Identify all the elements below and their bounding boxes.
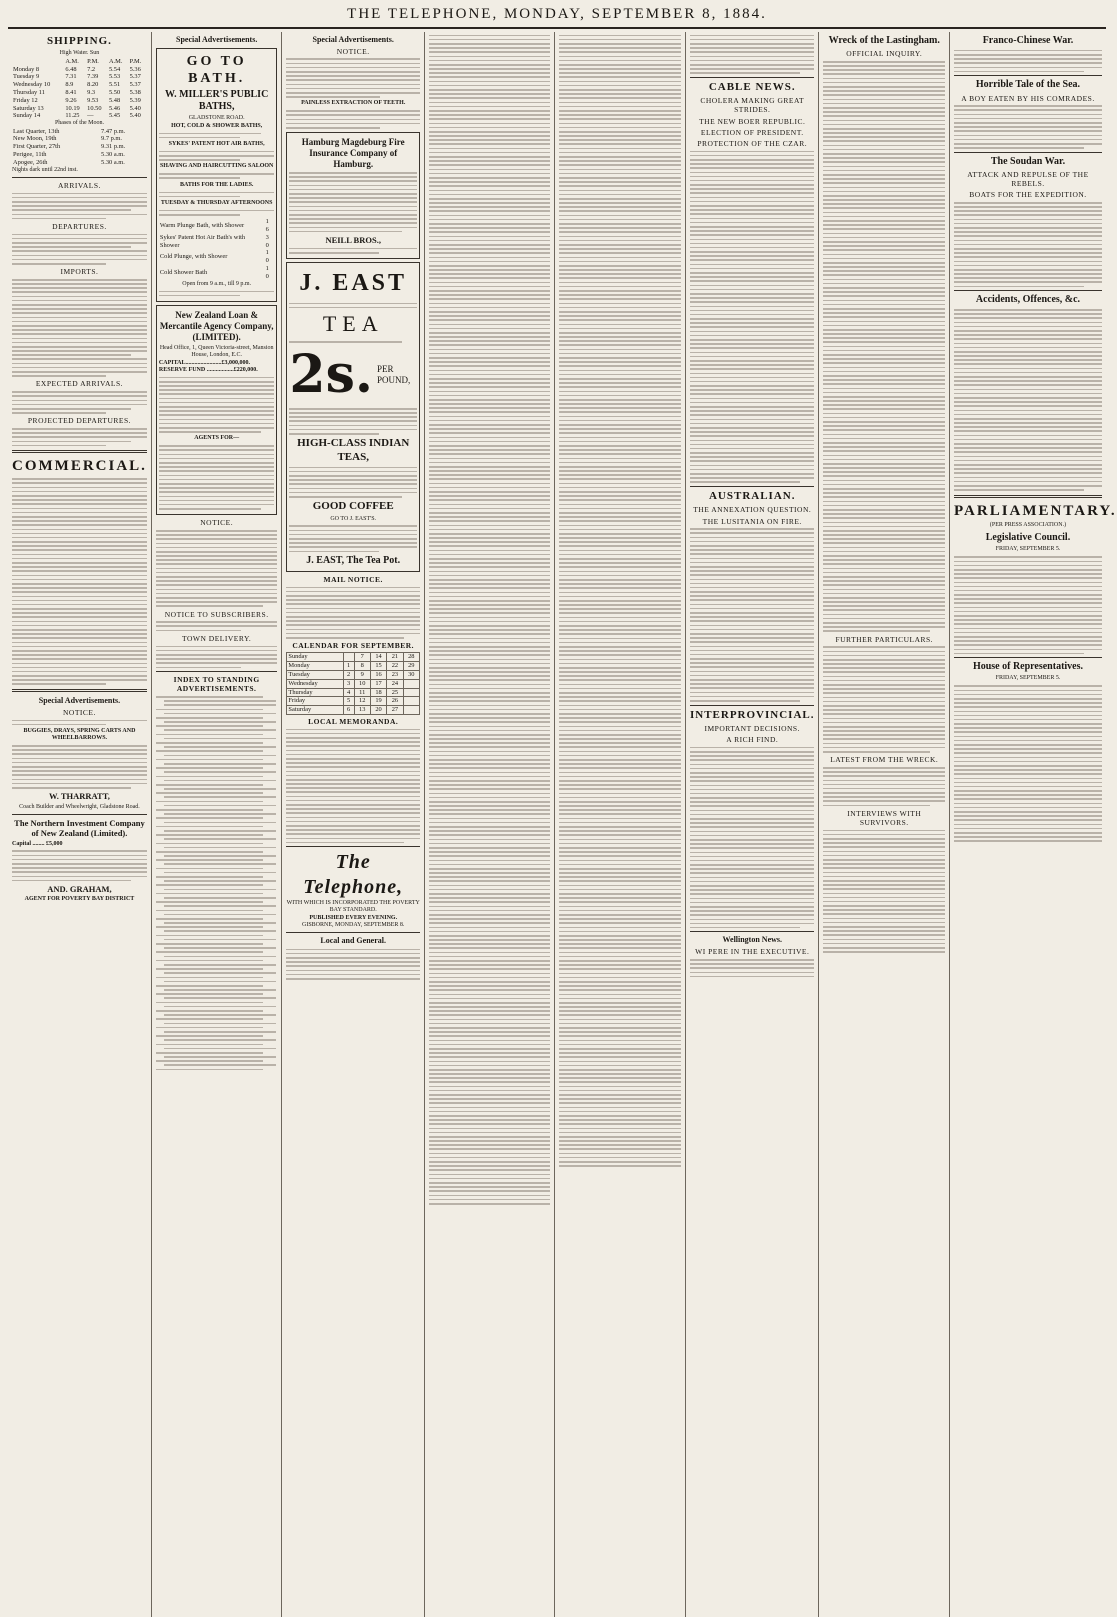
masthead-title: THE TELEPHONE, MONDAY, SEPTEMBER 8, 1884.: [8, 6, 1106, 29]
calendar-date: 24: [387, 679, 403, 688]
baths-ad: [156, 48, 278, 302]
calendar-day: Sunday: [287, 653, 343, 662]
calendar-row: [287, 697, 420, 706]
tide-row-cell: Tuesday 9: [13, 73, 40, 81]
mail-notice-text: [286, 587, 420, 639]
bath-price-row-cell: Warm Plunge Bath, with Shower: [159, 222, 245, 230]
calendar-date: 5: [343, 697, 354, 706]
executive-heading: WI PERE IN THE EXECUTIVE.: [695, 947, 810, 957]
special-ads-heading-2: Special Advertisements.: [176, 35, 258, 44]
tide-row-cell: 5.36: [129, 65, 141, 73]
wreck-heading: Wreck of the Lastingham.: [828, 35, 940, 46]
column-1: [8, 32, 152, 1617]
further-text: [823, 646, 945, 752]
calendar-row: [287, 653, 420, 662]
tide-row-cell: 5.50: [108, 88, 121, 96]
press-association: (PER PRESS ASSOCIATION.): [989, 521, 1067, 528]
tide-row-cell: 7.2: [87, 65, 96, 73]
tide-row-cell: 5.53: [108, 73, 121, 81]
published-line: PUBLISHED EVERY EVENING.: [309, 914, 398, 921]
calendar-date: 6: [343, 706, 354, 715]
cable-text: [690, 151, 815, 483]
baths-text-1: [159, 133, 275, 139]
moon-phase-row-cell: 9.31 p.m.: [101, 143, 126, 151]
tide-row-header-cell: A.M.: [65, 57, 79, 65]
wellington-text: [690, 959, 815, 977]
tide-row: [12, 105, 147, 113]
interprovincial-heading: INTERPROVINCIAL.: [689, 708, 815, 721]
boer-heading: THE NEW BOER REPUBLIC.: [699, 116, 806, 126]
baths-text-3: [159, 173, 275, 179]
calendar-day: Thursday: [287, 688, 343, 697]
nz-loan-text: [159, 377, 275, 433]
parliamentary-heading: PARLIAMENTARY.: [953, 502, 1117, 519]
calendar-row: [287, 662, 420, 671]
latest-heading: LATEST FROM THE WRECK.: [830, 755, 939, 765]
tea-price-row: [289, 345, 417, 405]
calendar-date: 29: [403, 662, 419, 671]
calendar-date: 20: [370, 706, 386, 715]
imports-text: [12, 279, 147, 377]
bath-price-row-cell: Sykes' Patent Hot Air Bath's with Shower: [159, 233, 246, 249]
moon-phase-row-cell: First Quarter, 27th: [13, 143, 61, 151]
calendar-date: 3: [343, 679, 354, 688]
calendar-date: [403, 688, 419, 697]
index-list: [156, 696, 278, 1070]
east-tea-pot: J. EAST, The Tea Pot.: [306, 554, 401, 566]
tide-row-cell: —: [87, 112, 94, 120]
expected-arrivals-heading: EXPECTED ARRIVALS.: [35, 379, 124, 389]
local-general-text: [286, 949, 420, 980]
calendar-row: [287, 688, 420, 697]
column-6-intro: [690, 35, 815, 74]
tide-row-cell: Monday 8: [13, 65, 40, 73]
commercial-heading: COMMERCIAL.: [12, 458, 147, 475]
council-text: [954, 556, 1102, 654]
bath-prices: [159, 218, 275, 281]
calendar-date: 17: [370, 679, 386, 688]
tide-row: [12, 89, 147, 97]
house-heading: House of Representatives.: [972, 661, 1084, 673]
calendar-date: 27: [387, 706, 403, 715]
calendar-date: 8: [354, 662, 370, 671]
tide-row-cell: Saturday 13: [13, 104, 44, 112]
nz-loan-reserve: RESERVE FUND ..................£220,000.: [158, 366, 258, 373]
lusitania-heading: THE LUSITANIA ON FIRE.: [702, 516, 802, 526]
bath-price-row-cell: 3 0: [265, 233, 269, 249]
bath-price-row-cell: Cold Shower Bath: [159, 268, 208, 276]
notice-text-2: [156, 530, 278, 607]
tide-row-cell: Wednesday 10: [13, 81, 51, 89]
tide-row-cell: 9.26: [65, 96, 77, 104]
council-date: FRIDAY, SEPTEMBER 5.: [995, 546, 1061, 553]
calendar-day: Wednesday: [287, 679, 343, 688]
tide-row-cell: 5.46: [108, 104, 121, 112]
subscribers-text: [156, 621, 278, 631]
moon-phase-row-cell: 5.30 a.m.: [101, 158, 125, 166]
tide-row-cell: 7.31: [65, 73, 77, 81]
decisions-heading: IMPORTANT DECISIONS.: [704, 723, 800, 733]
indian-teas: HIGH-CLASS INDIAN TEAS,: [297, 437, 410, 463]
tide-row-cell: 7.39: [87, 73, 99, 81]
tuesday-thursday: TUESDAY & THURSDAY AFTERNOONS: [160, 199, 273, 206]
rich-find-heading: A RICH FIND.: [726, 735, 779, 745]
good-coffee: GOOD COFFEE: [312, 500, 394, 513]
column-6: [686, 32, 820, 1617]
calendar-date: 1: [343, 662, 354, 671]
index-heading: INDEX TO STANDING ADVERTISEMENTS.: [173, 675, 260, 694]
commercial-text: [12, 478, 147, 685]
painless-text: [286, 110, 420, 128]
tide-row: [12, 66, 147, 74]
dateline: GISBORNE, MONDAY, SEPTEMBER 8.: [302, 922, 405, 929]
tide-table: [12, 58, 147, 121]
tide-row-header-cell: P.M.: [129, 57, 142, 65]
tide-row-cell: 5.40: [129, 112, 141, 120]
moon-phase-row-cell: 7.47 p.m.: [101, 127, 126, 135]
calendar-date: 7: [354, 653, 370, 662]
bath-price-row-cell: 1 0: [265, 265, 269, 280]
tide-row-cell: 5.38: [129, 88, 141, 96]
tide-row-cell: 5.54: [108, 65, 121, 73]
moon-phase-row-cell: Perigee, 11th: [13, 150, 47, 158]
northern-text: [12, 850, 147, 881]
tide-row-header: [12, 58, 147, 66]
shaving-saloon: SHAVING AND HAIRCUTTING SALOON: [159, 163, 274, 170]
tharratt-name: W. THARRATT,: [49, 791, 110, 802]
subscribers-heading: NOTICE TO SUBSCRIBERS.: [164, 609, 269, 619]
house-date: FRIDAY, SEPTEMBER 5.: [995, 675, 1061, 682]
calendar-row: [287, 706, 420, 715]
tide-row-cell: 8.9: [65, 81, 74, 89]
moon-phase-row-cell: Apogee, 26th: [13, 158, 48, 166]
moon-phase-row: [12, 128, 147, 136]
bath-price-row-cell: 1 6: [265, 218, 269, 233]
local-memo-heading: LOCAL MEMORANDA.: [308, 716, 399, 726]
imports-heading: IMPORTS.: [60, 267, 99, 277]
projected-departures-heading: PROJECTED DEPARTURES.: [27, 416, 132, 426]
town-delivery-heading: TOWN DELIVERY.: [182, 633, 252, 643]
baths-text-5: [159, 210, 275, 216]
sykes-baths: SYKES' PATENT HOT AIR BATHS,: [168, 140, 265, 147]
nz-loan-agents: AGENTS FOR—: [194, 435, 240, 442]
interviews-text: [823, 830, 945, 953]
mail-notice-heading: MAIL NOTICE.: [323, 574, 383, 584]
northern-investment: The Northern Investment Company of New Zealand (Limited).: [14, 817, 145, 839]
baths-ladies: BATHS FOR THE LADIES.: [179, 181, 254, 188]
house-text: [954, 685, 1102, 842]
tide-row-cell: 8.41: [65, 88, 77, 96]
tide-row-cell: 5.48: [108, 96, 121, 104]
accidents-heading: Accidents, Offences, &c.: [975, 294, 1081, 306]
town-delivery-text: [156, 646, 278, 669]
tea-per-pound: PER POUND,: [376, 364, 411, 386]
calendar-date: [343, 653, 354, 662]
tide-row-cell: 9.53: [87, 96, 99, 104]
tide-row-cell: Friday 12: [13, 96, 38, 104]
latest-text: [823, 767, 945, 806]
calendar-day: Friday: [287, 697, 343, 706]
moon-phase-row: [12, 159, 147, 167]
notice-heading-1: NOTICE.: [63, 707, 96, 717]
hot-cold-baths: HOT, COLD & SHOWER BATHS,: [171, 122, 263, 129]
column-4: [425, 32, 556, 1617]
departures-heading: DEPARTURES.: [52, 221, 107, 231]
tide-row-cell: Thursday 11: [13, 88, 45, 96]
graham-name: AND. GRAHAM,: [47, 883, 112, 894]
local-general-heading: Local and General.: [320, 936, 386, 946]
attack-heading: ATTACK AND REPULSE OF THE REBELS.: [967, 169, 1089, 189]
soudan-heading: The Soudan War.: [990, 155, 1066, 167]
nz-loan-text-2: [159, 445, 275, 509]
bath-price-row: [159, 218, 275, 234]
east-intro: [289, 303, 417, 309]
tide-row-cell: 5.40: [129, 104, 141, 112]
tide-row-cell: 10.50: [87, 104, 102, 112]
arrivals-heading: ARRIVALS.: [58, 180, 101, 190]
coffee-text: [289, 525, 417, 552]
arrivals-text: [12, 193, 147, 220]
telephone-title: The Telephone,: [303, 851, 404, 898]
column-grid: [8, 32, 1117, 1617]
horrible-text: [954, 105, 1102, 148]
tea-price: 2s.: [289, 344, 373, 406]
notice-text-3: [286, 58, 420, 97]
indian-text: [289, 467, 417, 498]
east-tea-ad: [286, 262, 420, 572]
tide-row-header-cell: A.M.: [108, 57, 123, 65]
buggies-text: [12, 745, 147, 788]
council-heading: Legislative Council.: [985, 532, 1071, 544]
calendar-date: 16: [370, 670, 386, 679]
boats-heading: BOATS FOR THE EXPEDITION.: [969, 190, 1087, 200]
calendar-date: 13: [354, 706, 370, 715]
franco-chinese-heading: Franco-Chinese War.: [982, 35, 1074, 46]
nights-note: Nights dark until 22nd inst.: [12, 166, 78, 173]
baths-open: Open from 9 a.m., till 9 p.m.: [182, 280, 252, 287]
calendar-date: 11: [354, 688, 370, 697]
tide-subheading: High Water. Sun: [59, 50, 100, 57]
shipping-heading: SHIPPING.: [46, 35, 112, 47]
moon-phase-row: [12, 151, 147, 159]
wreck-text: [823, 61, 945, 632]
tharratt-sub: Coach Builder and Wheelwright, Gladstone Road.: [19, 803, 140, 810]
moon-phase-row-cell: Last Quarter, 13th: [13, 127, 60, 135]
hamburg-text: [289, 172, 417, 232]
calendar-date: 19: [370, 697, 386, 706]
tea-word: TEA: [322, 311, 384, 337]
bath-price-row: [159, 234, 275, 250]
calendar-row: [287, 670, 420, 679]
nz-loan-capital: CAPITAL........................£3,000,000.: [158, 359, 250, 366]
neill-text: [289, 248, 417, 254]
accidents-text: [954, 309, 1102, 491]
baths-text-6: [159, 291, 275, 297]
interviews-heading: INTERVIEWS WITH SURVIVORS.: [847, 808, 922, 827]
tide-row: [12, 73, 147, 81]
tea-text: [289, 408, 417, 435]
calendar-date: 28: [403, 653, 419, 662]
tide-row-cell: 8.20: [87, 81, 99, 89]
hamburg-ad: [286, 132, 420, 260]
cholera-heading: CHOLERA MAKING GREAT STRIDES.: [700, 96, 805, 115]
calendar-date: 2: [343, 670, 354, 679]
calendar-date: 23: [387, 670, 403, 679]
bath-price-row-cell: 1 0: [265, 249, 269, 265]
soudan-text: [954, 202, 1102, 287]
tide-row-cell: 5.37: [129, 81, 141, 89]
moon-phases-table: [12, 128, 147, 167]
miller-baths: W. MILLER'S PUBLIC BATHS,: [165, 88, 269, 113]
column-8: [950, 32, 1117, 1617]
calendar-date: 10: [354, 679, 370, 688]
column-5: [555, 32, 686, 1617]
tide-row-cell: 5.37: [129, 73, 141, 81]
calendar-row: [287, 679, 420, 688]
calendar-date: 14: [370, 653, 386, 662]
calendar-date: [403, 706, 419, 715]
telephone-sub: WITH WHICH IS INCORPORATED THE POVERTY BAY STANDARD.: [286, 900, 420, 914]
tide-row-cell: 10.19: [65, 104, 80, 112]
horrible-tale-heading: Horrible Tale of the Sea.: [975, 79, 1081, 91]
buggies-ad: BUGGIES, DRAYS, SPRING CARTS AND WHEELBARROWS.: [23, 727, 136, 742]
column-2: [152, 32, 283, 1617]
bath-price-row: [159, 249, 275, 265]
calendar-day: Saturday: [287, 706, 343, 715]
special-ads-heading-1: Special Advertisements.: [38, 696, 121, 706]
painless-extraction: PAINLESS EXTRACTION OF TEETH.: [301, 100, 406, 107]
annexation-heading: THE ANNEXATION QUESTION.: [693, 505, 812, 515]
projected-text: [12, 428, 147, 446]
tide-row-header-cell: [12, 58, 64, 66]
calendar-date: 21: [387, 653, 403, 662]
australian-text: [690, 528, 815, 701]
calendar-day: Monday: [287, 662, 343, 671]
east-name: J. EAST: [299, 270, 408, 297]
baths-text-2: [159, 151, 275, 161]
nz-loan-title: New Zealand Loan & Mercantile Agency Company, (LIMITED).: [159, 309, 274, 342]
calendar-date: 9: [354, 670, 370, 679]
tide-row-cell: 5.45: [108, 112, 121, 120]
interprovincial-text: [690, 747, 815, 929]
notice-text-1: [12, 720, 147, 726]
election-heading: ELECTION OF PRESIDENT.: [700, 127, 804, 137]
tide-row: [12, 81, 147, 89]
moon-phase-row-cell: 9.7 p.m.: [101, 135, 122, 143]
calendar-date: [403, 697, 419, 706]
moon-phases-title: Phases of the Moon.: [54, 120, 104, 127]
notice-heading-2: NOTICE.: [200, 518, 234, 528]
cable-news-heading: CABLE NEWS.: [708, 80, 796, 93]
column-3: [282, 32, 425, 1617]
calendar-date: [403, 679, 419, 688]
calendar-date: 18: [370, 688, 386, 697]
column-7: [819, 32, 950, 1617]
departures-text: [12, 234, 147, 265]
tide-row-cell: 5.51: [108, 81, 121, 89]
moon-phase-row: [12, 135, 147, 143]
neill-bros: NEILL BROS.,: [325, 234, 381, 245]
calendar-date: 15: [370, 662, 386, 671]
calendar-date: 25: [387, 688, 403, 697]
further-heading: FURTHER PARTICULARS.: [835, 634, 934, 644]
tide-row-cell: 6.48: [65, 65, 77, 73]
nz-loan-office: Head Office, 1, Queen Victoria-street, Mansion House, London, E.C.: [159, 344, 274, 359]
tide-row-cell: 11.25: [65, 112, 80, 120]
calendar-date: 22: [387, 662, 403, 671]
tide-row-cell: Sunday 14: [13, 112, 41, 120]
calendar-date: 30: [403, 670, 419, 679]
column-4-text: [429, 35, 551, 1205]
moon-phase-row: [12, 143, 147, 151]
go-to-bath: GO TO BATH.: [186, 53, 247, 86]
moon-phase-row-cell: 5.30 a.m.: [101, 150, 125, 158]
inquiry-heading: OFFICIAL INQUIRY.: [846, 49, 923, 59]
calendar-date: 26: [387, 697, 403, 706]
australian-heading: AUSTRALIAN.: [708, 489, 796, 502]
northern-capital: Capital ........ £5,000: [12, 840, 63, 847]
tide-row-cell: 5.39: [129, 96, 141, 104]
calendar-date: 4: [343, 688, 354, 697]
baths-text-4: [159, 192, 275, 198]
tide-row-header-cell: P.M.: [87, 57, 99, 65]
notice-heading-3: NOTICE.: [336, 46, 370, 56]
graham-sub: AGENT FOR POVERTY BAY DISTRICT: [24, 896, 135, 903]
wellington-news-heading: Wellington News.: [722, 935, 783, 945]
bath-price-row: [159, 265, 275, 281]
column-5-text: [559, 35, 681, 1167]
hamburg-title: Hamburg Magdeburg Fire Insurance Company of Hamburg.: [301, 136, 405, 169]
special-ads-heading-3: Special Advertisements.: [312, 35, 394, 44]
boy-eaten-heading: A BOY EATEN BY HIS COMRADES.: [961, 93, 1095, 103]
calendar-day: Tuesday: [287, 670, 343, 679]
nz-loan-ad: [156, 305, 278, 515]
expected-text: [12, 391, 147, 414]
czar-heading: PROTECTION OF THE CZAR.: [697, 138, 808, 148]
franco-text: [954, 50, 1102, 73]
tea-intro: [289, 341, 417, 343]
calendar-date: 12: [354, 697, 370, 706]
calendar-heading: CALENDAR FOR SEPTEMBER.: [292, 641, 415, 651]
bath-price-row-cell: Cold Plunge, with Shower: [159, 253, 228, 261]
tide-row: [12, 97, 147, 105]
coffee-sub: GO TO J. EAST'S.: [330, 515, 377, 522]
tide-row-cell: 9.3: [87, 88, 96, 96]
moon-phase-row-cell: New Moon, 19th: [13, 135, 57, 143]
local-memo-text: [286, 729, 420, 844]
calendar-table: [286, 652, 420, 715]
baths-road: GLADSTONE ROAD.: [188, 115, 245, 122]
